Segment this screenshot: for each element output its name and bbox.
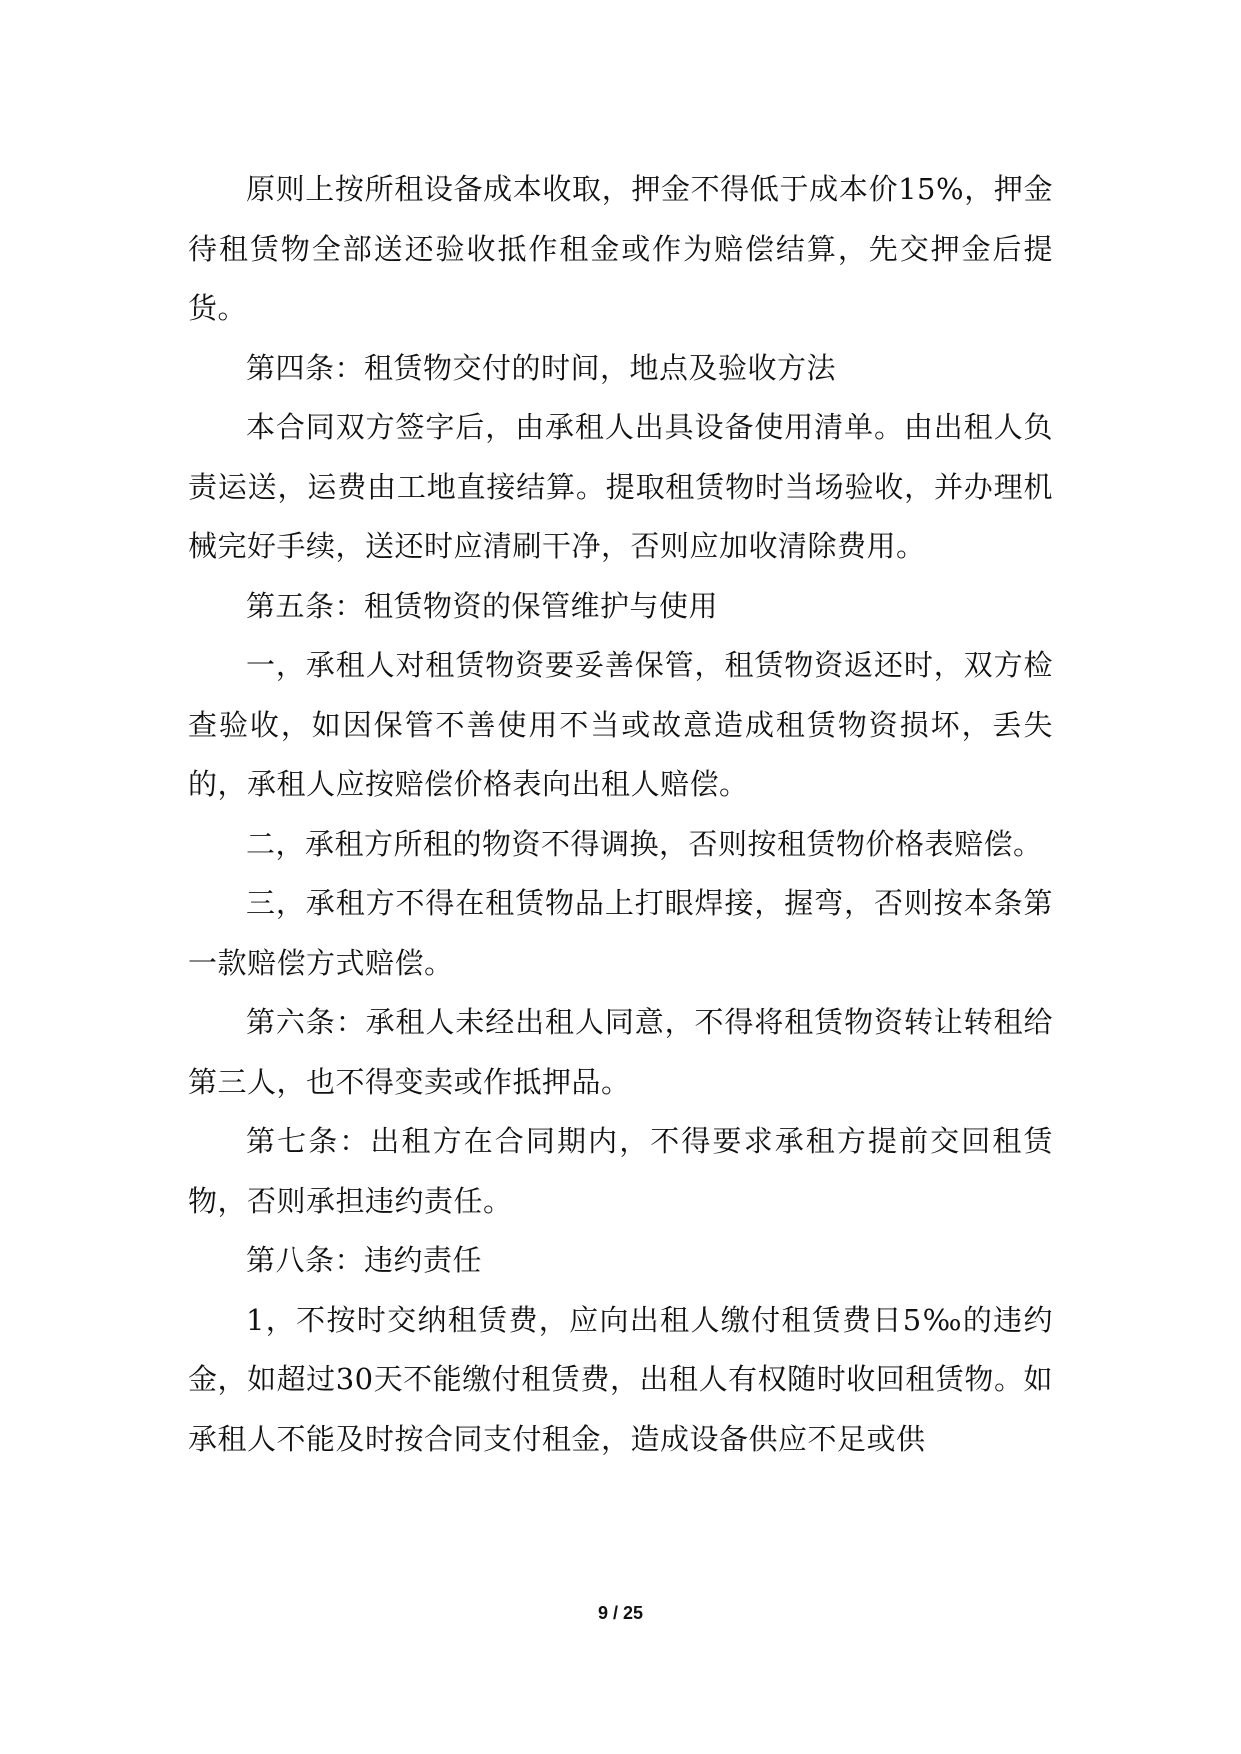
document-body — [188, 160, 1053, 1469]
heading-article-8: 第八条：违约责任 — [246, 1243, 483, 1277]
paragraph-article-7: 第七条：出租方在合同期内，不得要求承租方提前交回租赁物，否则承担违约责任。 — [188, 1124, 1053, 1218]
paragraph-deposit: 原则上按所租设备成本收取，押金不得低于成本价15%，押金待租赁物全部送还验收抵作租金或作为赔偿结算，先交押金后提货。 — [188, 172, 1053, 325]
page-number: 9 / 25 — [597, 1603, 644, 1623]
paragraph-clause-2: 二，承租方所租的物资不得调换，否则按租赁物价格表赔偿。 — [246, 826, 1043, 861]
paragraph-clause-3: 三，承租方不得在租赁物品上打眼焊接，握弯，否则按本条第一款赔偿方式赔偿。 — [188, 886, 1053, 980]
paragraph-liability-1: 1，不按时交纳租赁费，应向出租人缴付租赁费日5‰的违约金，如超过30天不能缴付租赁费，出租人有权随时收回租赁物。如承租人不能及时按合同支付租金，造成设备供应不足或供 — [188, 1302, 1053, 1456]
paragraph-article-6: 第六条：承租人未经出租人同意，不得将租赁物资转让转租给第三人，也不得变卖或作抵押品。 — [188, 1005, 1053, 1099]
paragraph-clause-1: 一，承租人对租赁物资要妥善保管，租赁物资返还时，双方检查验收，如因保管不善使用不当或故意造成租赁物资损坏，丢失的，承租人应按赔偿价格表向出租人赔偿。 — [188, 648, 1053, 801]
heading-article-5: 第五条：租赁物资的保管维护与使用 — [246, 588, 719, 623]
paragraph-delivery: 本合同双方签字后，由承租人出具设备使用清单。由出租人负责运送，运费由工地直接结算。提取租赁物时当场验收，并办理机械完好手续，送还时应清刷干净，否则应加收清除费用。 — [188, 410, 1053, 563]
heading-article-4: 第四条：租赁物交付的时间，地点及验收方法 — [246, 350, 837, 385]
